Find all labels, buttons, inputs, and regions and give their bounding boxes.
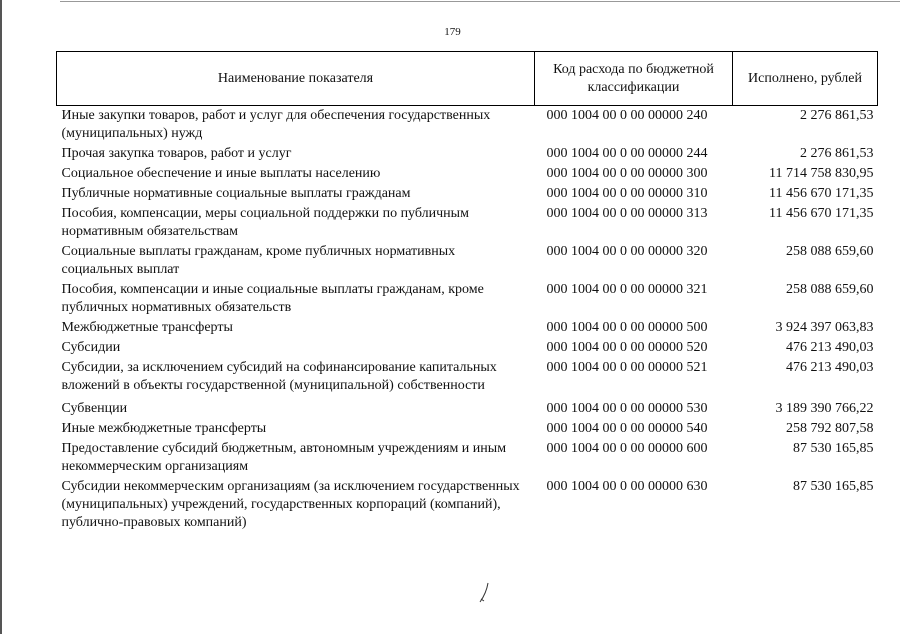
scan-pen-mark (478, 582, 492, 604)
row-code-cell: 000 1004 00 0 00 00000 310 (546, 186, 708, 201)
row-code-cell: 000 1004 00 0 00 00000 540 (546, 421, 708, 436)
row-amount-cell: 3 924 397 063,83 (775, 320, 874, 335)
row-code-cell: 000 1004 00 0 00 00000 521 (546, 360, 708, 375)
scan-top-line (60, 1, 900, 2)
table-row (57, 204, 878, 242)
row-name-cell: Межбюджетные трансферты (61, 320, 233, 335)
table-row (57, 477, 878, 533)
row-code-cell: 000 1004 00 0 00 00000 240 (546, 108, 708, 123)
row-amount-cell: 2 276 861,53 (800, 108, 874, 123)
row-amount-cell: 258 792 807,58 (786, 421, 874, 436)
row-name-cell: Иные межбюджетные трансферты (61, 421, 267, 436)
row-name-cell: Пособия, компенсации и иные социальные выплаты гражданам, кроме публичных нормативных обязательств (61, 282, 484, 315)
table-body (57, 106, 878, 534)
row-name-cell: Иные закупки товаров, работ и услуг для обеспечения государственных (муниципальных) нужд (61, 108, 491, 141)
row-name-cell: Социальное обеспечение и иные выплаты населению (61, 166, 381, 181)
table-row (57, 280, 878, 318)
header-row (57, 52, 878, 106)
row-code-cell: 000 1004 00 0 00 00000 300 (546, 166, 708, 181)
row-name-cell: Предоставление субсидий бюджетным, автономным учреждениям и иным некоммерческим организациям (61, 441, 507, 474)
table-row (57, 358, 878, 396)
table-row (57, 439, 878, 477)
header-code: Код расхода по бюджетной классификации (535, 52, 733, 106)
table-row (57, 338, 878, 358)
budget-execution-table (56, 51, 878, 533)
scan-edge-line (0, 0, 2, 634)
row-amount-cell: 3 189 390 766,22 (775, 401, 874, 416)
row-code-cell: 000 1004 00 0 00 00000 320 (546, 244, 708, 259)
row-name-cell: Субсидии, за исключением субсидий на софинансирование капитальных вложений в объекты государственной (муниципальной) собственности (61, 360, 497, 393)
row-code-cell: 000 1004 00 0 00 00000 530 (546, 401, 708, 416)
row-amount-cell: 476 213 490,03 (786, 340, 874, 355)
table-row (57, 242, 878, 280)
row-code-cell: 000 1004 00 0 00 00000 630 (546, 479, 708, 494)
row-name-cell: Социальные выплаты гражданам, кроме публичных нормативных социальных выплат (61, 244, 456, 277)
row-amount-cell: 258 088 659,60 (786, 282, 874, 297)
row-name-cell: Субсидии некоммерческим организациям (за исключением государственных (муниципальных) учреждений, государственных корпораций (компаний), публично-правовых компаний) (61, 479, 520, 530)
row-amount-cell: 11 456 670 171,35 (769, 186, 874, 201)
row-code-cell: 000 1004 00 0 00 00000 321 (546, 282, 708, 297)
row-code-cell: 000 1004 00 0 00 00000 600 (546, 441, 708, 456)
row-name-cell: Пособия, компенсации, меры социальной поддержки по публичным нормативным обязательствам (61, 206, 469, 239)
table-row (57, 164, 878, 184)
page-number: 179 (444, 26, 461, 38)
row-name-cell: Субвенции (61, 401, 128, 416)
table-header (57, 52, 878, 106)
table-row (57, 318, 878, 338)
row-amount-cell: 476 213 490,03 (786, 360, 874, 375)
row-amount-cell: 258 088 659,60 (786, 244, 874, 259)
table-row (57, 184, 878, 204)
row-name-cell: Субсидии (61, 340, 121, 355)
row-name-cell: Прочая закупка товаров, работ и услуг (61, 146, 292, 161)
row-amount-cell: 11 714 758 830,95 (769, 166, 874, 181)
row-amount-cell: 11 456 670 171,35 (769, 206, 874, 221)
row-code-cell: 000 1004 00 0 00 00000 313 (546, 206, 708, 221)
row-code-cell: 000 1004 00 0 00 00000 244 (546, 146, 708, 161)
row-amount-cell: 87 530 165,85 (793, 441, 874, 456)
row-code-cell: 000 1004 00 0 00 00000 520 (546, 340, 708, 355)
table-row (57, 419, 878, 439)
header-name: Наименование показателя (57, 52, 535, 106)
row-code-cell: 000 1004 00 0 00 00000 500 (546, 320, 708, 335)
row-amount-cell: 87 530 165,85 (793, 479, 874, 494)
table-row (57, 396, 878, 419)
table-row (57, 144, 878, 164)
row-name-cell: Публичные нормативные социальные выплаты гражданам (61, 186, 411, 201)
header-amount: Исполнено, рублей (733, 52, 878, 106)
table-row (57, 106, 878, 145)
row-amount-cell: 2 276 861,53 (800, 146, 874, 161)
